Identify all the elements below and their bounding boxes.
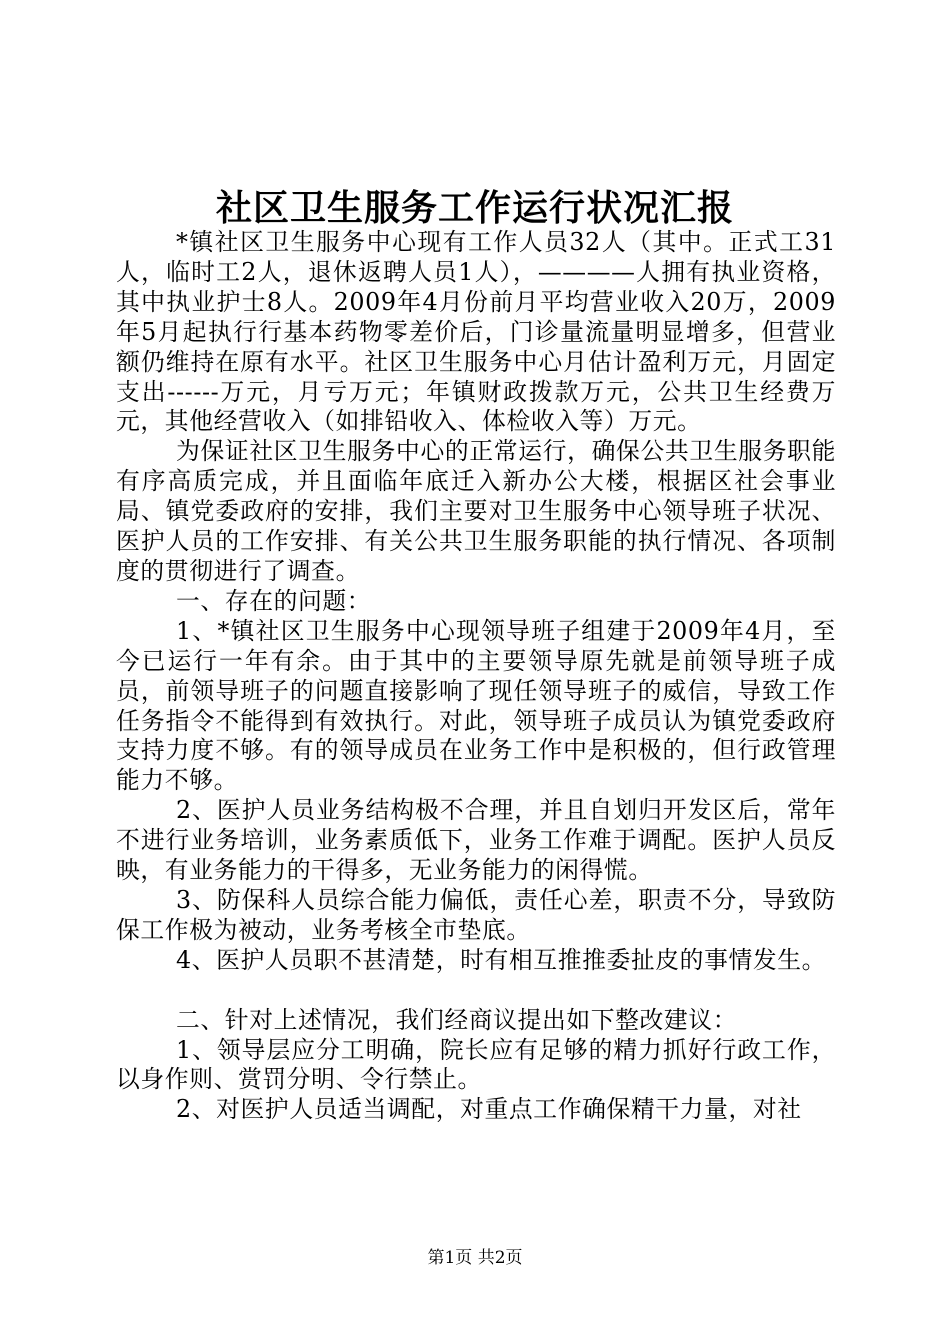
problem-item-3: 3、防保科人员综合能力偏低，责任心差，职责不分，导致防保工作极为被动，业务考核全市垫底。 [116,885,836,944]
section-heading-problems: 一、存在的问题： [176,586,372,615]
suggestion-item-1: 1、领导层应分工明确，院长应有足够的精力抓好行政工作，以身作则、赏罚分明、令行禁止。 [116,1035,836,1094]
suggestion-item-2: 2、对医护人员适当调配，对重点工作确保精干力量，对社 [176,1095,802,1124]
paragraph-staff-overview: *镇社区卫生服务中心现有工作人员32人（其中。正式工31人，临时工2人，退休返聘人员1人），————人拥有执业资格，其中执业护士8人。2009年4月份前月平均营业收入20万，2009年5月起执行行基本药物零差价后，门诊量流量明显增多，但营业额仍维持在原有水平。社区卫生服务中心月估计盈利万元，月固定支出------万元，月亏万元；年镇财政拨款万元，公共卫生经费万元，其他经营收入（如排铅收入、体检收入等）万元。 [116,228,836,436]
document-body [116,228,836,1125]
section-heading-suggestions: 二、针对上述情况，我们经商议提出如下整改建议： [176,1005,738,1034]
paragraph-investigation-purpose: 为保证社区卫生服务中心的正常运行，确保公共卫生服务职能有序高质完成，并且面临年底迁入新办公大楼，根据区社会事业局、镇党委政府的安排，我们主要对卫生服务中心领导班子状况、医护人员的工作安排、有关公共卫生服务职能的执行情况、各项制度的贯彻进行了调查。 [116,437,836,585]
document-title: 社区卫生服务工作运行状况汇报 [215,187,734,229]
problem-item-1: 1、*镇社区卫生服务中心现领导班子组建于2009年4月，至今已运行一年有余。由于其中的主要领导原先就是前领导班子成员，前领导班子的问题直接影响了现任领导班子的威信，导致工作任务指令不能得到有效执行。对此，领导班子成员认为镇党委政府支持力度不够。有的领导成员在业务工作中是积极的，但行政管理能力不够。 [116,616,836,795]
page-footer: 第1页 共2页 [427,1248,523,1268]
problem-item-2: 2、医护人员业务结构极不合理，并且自划归开发区后，常年不进行业务培训，业务素质低下，业务工作难于调配。医护人员反映，有业务能力的干得多，无业务能力的闲得慌。 [116,796,836,885]
problem-item-4: 4、医护人员职不甚清楚，时有相互推推委扯皮的事情发生。 [176,945,827,974]
paragraph-spacer [116,976,836,1006]
